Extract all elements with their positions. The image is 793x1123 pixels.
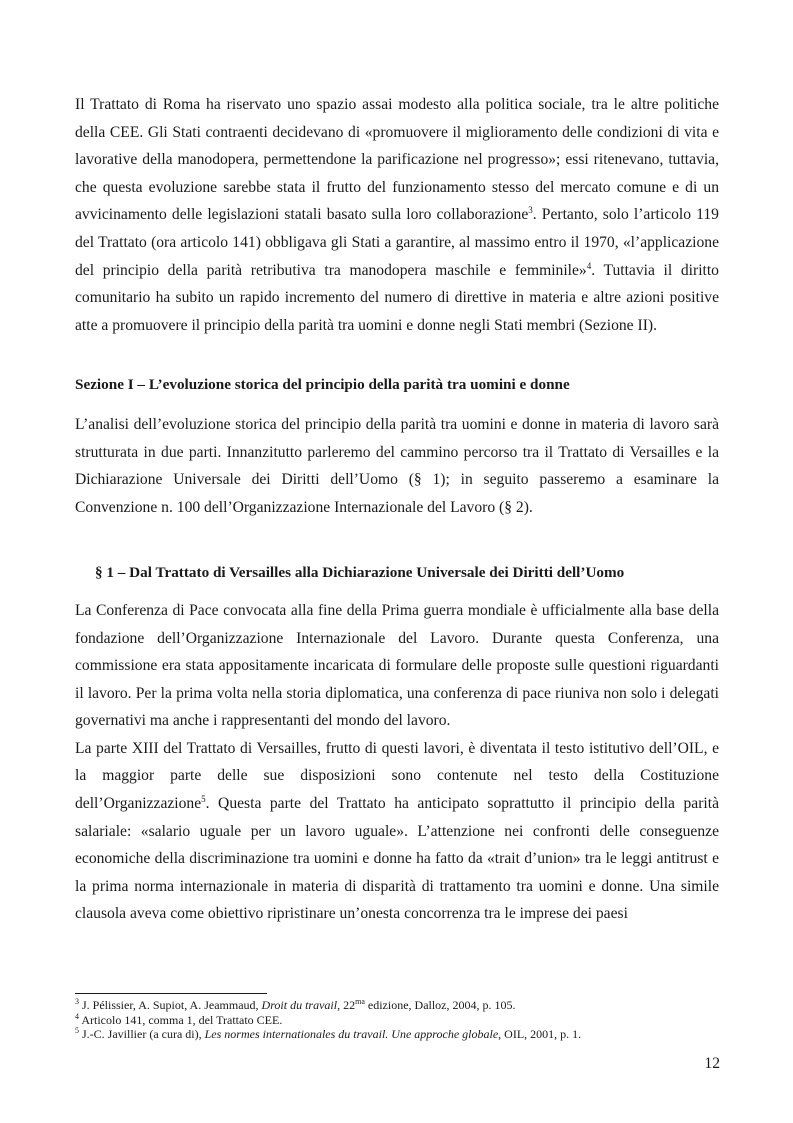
intro-text-1: Il Trattato di Roma ha riservato uno spazio assai modesto alla politica sociale, tra le altre politiche della CEE. Gli Stati contraenti decidevano di «promuovere il miglioramento delle condizioni di vita e lavorative della manodopera, permettendone la parificazione nel progresso»; essi ritenevano, tuttavia, che questa evoluzione sarebbe stata il frutto del funzionamento stesso del mercato comune e di un avvicinamento delle legislazioni statali basato sulla loro collaborazione <box>75 96 719 224</box>
intro-text-3: . Tuttavia il diritto comunitario ha subito un rapido incremento del numero di direttive in materia e altre azioni positive atte a promuovere il principio della parità tra uomini e donne negli Stati membri (Sezione II). <box>75 261 719 334</box>
footnote-edition-number: , 22 <box>337 998 356 1012</box>
footnote-number: 3 <box>75 997 79 1006</box>
footnote-publication: , OIL, 2001, p. 1. <box>498 1027 582 1041</box>
subsection-paragraph-1: La Conferenza di Pace convocata alla fine della Prima guerra mondiale è ufficialmente alla base della fondazione dell’Organizzazione Internazionale del Lavoro. Durante questa Conferenza, una commissione era stata appositamente incaricata di formulare delle proposte sulle questioni riguardanti il lavoro. Per la prima volta nella storia diplomatica, una conferenza di pace riuniva non solo i delegati governativi ma anche i rappresentanti del mondo del lavoro. <box>75 601 719 730</box>
footnote-divider <box>75 993 267 994</box>
footnote-authors: J.-C. Javillier (a cura di), <box>82 1027 205 1041</box>
footnote-3 <box>75 998 719 1013</box>
subsection-text-2: . Questa parte del Trattato ha anticipato soprattutto il principio della parità salariale: «salario uguale per un lavoro uguale». L’attenzione nei confronti delle conseguenze economiche della discriminazione tra uomini e donne ha fatto da «trait d’union» tra le leggi antitrust e la prima norma internazionale in materia di disparità di trattamento tra uomini e donne. Una simile clausola aveva come obiettivo ripristinare un’onesta concorrenza tra le imprese dei paesi <box>75 795 719 923</box>
section-heading: Sezione I – L’evoluzione storica del principio della parità tra uomini e donne <box>75 376 570 394</box>
footnote-number: 5 <box>75 1026 79 1035</box>
footnote-ref-3[interactable]: 3 <box>528 205 533 216</box>
footnote-5 <box>75 1027 719 1042</box>
intro-paragraph <box>75 91 719 339</box>
footnote-title: Les normes internationales du travail. Une approche globale <box>204 1027 499 1041</box>
footnote-number: 4 <box>75 1011 79 1021</box>
footnote-ref-4[interactable]: 4 <box>586 260 592 271</box>
footnote-publication: edizione, Dalloz, 2004, p. 105. <box>364 998 516 1012</box>
subsection-paragraph-2 <box>75 735 719 928</box>
subsection-heading: § 1 – Dal Trattato di Versailles alla Dichiarazione Universale dei Diritti dell’Uomo <box>95 564 625 582</box>
footnote-edition-suffix: ma <box>355 997 365 1006</box>
footnote-text: Articolo 141, comma 1, del Trattato CEE. <box>81 1012 283 1027</box>
page-number: 12 <box>704 1055 720 1072</box>
footnote-4 <box>75 1013 719 1028</box>
footnote-title: Droit du travail <box>261 998 338 1012</box>
footnote-ref-5[interactable]: 5 <box>201 794 206 805</box>
page-body <box>75 91 719 928</box>
section-intro-paragraph: L’analisi dell’evoluzione storica del principio della parità tra uomini e donne in materia di lavoro sarà strutturata in due parti. Innanzitutto parleremo del cammino percorso tra il Trattato di Versailles e la Dichiarazione Universale dei Diritti dell’Uomo (§ 1); in seguito passeremo a esaminare la Convenzione n. 100 dell’Organizzazione Internazionale del Lavoro (§ 2). <box>75 415 719 516</box>
footnote-authors: J. Pélissier, A. Supiot, A. Jeammaud, <box>82 998 262 1012</box>
footnotes <box>75 998 719 1042</box>
subsection-text-1: La parte XIII del Trattato di Versailles, frutto di questi lavori, è diventata il testo istitutivo dell’OIL, e la maggior parte delle sue disposizioni sono contenute nel testo della Costituzione dell’Organizzazione <box>75 739 719 813</box>
intro-text-2: . Pertanto, solo l’articolo 119 del Trattato (ora articolo 141) obbligava gli Stati a garantire, al massimo entro il 1970, «l’applicazione del principio della parità retributiva tra manodopera maschile e femminile» <box>75 206 719 279</box>
